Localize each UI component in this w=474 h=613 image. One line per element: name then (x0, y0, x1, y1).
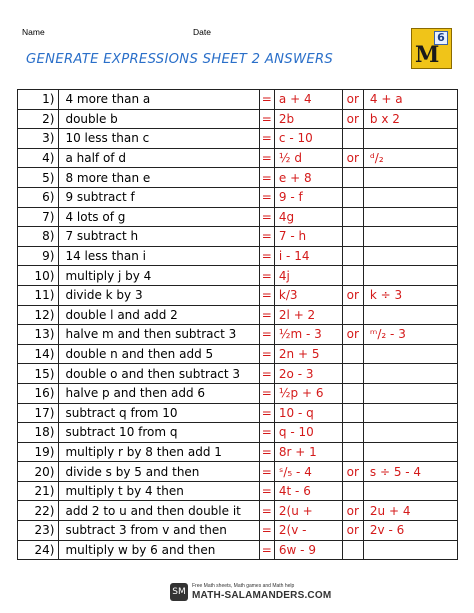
answer-alternative: ᵈ/₂ (363, 148, 457, 168)
question-number: 11) (18, 285, 59, 305)
answer-alternative: k ÷ 3 (363, 285, 457, 305)
answer-alternative (363, 227, 457, 247)
answer-alternative (363, 442, 457, 462)
answer-primary: 2b (274, 109, 342, 129)
answer-primary: ˢ/₅ - 4 (274, 462, 342, 482)
question-number: 9) (18, 246, 59, 266)
question-number: 4) (18, 148, 59, 168)
table-row (18, 187, 458, 207)
answer-primary: ½ d (274, 148, 342, 168)
or-label (342, 305, 363, 325)
table-row (18, 227, 458, 247)
name-label: Name (22, 27, 45, 37)
answer-alternative: s ÷ 5 - 4 (363, 462, 457, 482)
question-number: 19) (18, 442, 59, 462)
question-number: 5) (18, 168, 59, 188)
footer-site: MATH-SALAMANDERS.COM (192, 590, 332, 601)
answer-alternative (363, 344, 457, 364)
equals-sign: = (259, 148, 274, 168)
question-text: multiply j by 4 (59, 266, 259, 286)
table-row (18, 305, 458, 325)
equals-sign: = (259, 246, 274, 266)
answer-primary: 4g (274, 207, 342, 227)
question-number: 14) (18, 344, 59, 364)
answer-primary: i - 14 (274, 246, 342, 266)
answer-alternative (363, 383, 457, 403)
table-row (18, 383, 458, 403)
question-text: subtract q from 10 (59, 403, 259, 423)
answer-primary: 2o - 3 (274, 364, 342, 384)
answer-alternative (363, 187, 457, 207)
answer-primary: c - 10 (274, 129, 342, 149)
table-row (18, 462, 458, 482)
or-label: or (342, 148, 363, 168)
question-text: 4 more than a (59, 90, 259, 110)
question-text: subtract 3 from v and then (59, 521, 259, 541)
answer-alternative (363, 246, 457, 266)
table-row (18, 364, 458, 384)
question-number: 6) (18, 187, 59, 207)
or-label (342, 187, 363, 207)
equals-sign: = (259, 305, 274, 325)
table-row (18, 246, 458, 266)
question-number: 7) (18, 207, 59, 227)
question-number: 21) (18, 481, 59, 501)
answer-alternative (363, 207, 457, 227)
sheet-title: GENERATE EXPRESSIONS SHEET 2 ANSWERS (26, 52, 334, 67)
question-number: 12) (18, 305, 59, 325)
equals-sign: = (259, 109, 274, 129)
table-row (18, 285, 458, 305)
question-number: 1) (18, 90, 59, 110)
answer-alternative (363, 129, 457, 149)
or-label: or (342, 462, 363, 482)
question-text: subtract 10 from q (59, 423, 259, 443)
table-row (18, 501, 458, 521)
or-label: or (342, 325, 363, 345)
question-text: 10 less than c (59, 129, 259, 149)
footer-logo (170, 581, 332, 603)
grade-logo (411, 28, 452, 69)
equals-sign: = (259, 383, 274, 403)
or-label (342, 266, 363, 286)
equals-sign: = (259, 462, 274, 482)
or-label (342, 540, 363, 560)
equals-sign: = (259, 442, 274, 462)
question-number: 3) (18, 129, 59, 149)
equals-sign: = (259, 325, 274, 345)
answer-alternative: 2v - 6 (363, 521, 457, 541)
or-label (342, 423, 363, 443)
equals-sign: = (259, 90, 274, 110)
answer-alternative (363, 266, 457, 286)
question-text: multiply t by 4 then (59, 481, 259, 501)
question-number: 13) (18, 325, 59, 345)
salamander-icon: SM (170, 583, 188, 601)
equals-sign: = (259, 129, 274, 149)
table-row (18, 109, 458, 129)
table-row (18, 266, 458, 286)
or-label (342, 403, 363, 423)
answer-alternative (363, 305, 457, 325)
or-label (342, 383, 363, 403)
answer-primary: 2(u + (274, 501, 342, 521)
answer-primary: 9 - f (274, 187, 342, 207)
date-label: Date (193, 27, 211, 37)
question-text: double b (59, 109, 259, 129)
answer-alternative (363, 364, 457, 384)
answer-alternative (363, 168, 457, 188)
question-text: halve m and then subtract 3 (59, 325, 259, 345)
or-label (342, 129, 363, 149)
question-number: 23) (18, 521, 59, 541)
or-label: or (342, 285, 363, 305)
question-text: double l and add 2 (59, 305, 259, 325)
name-date-line (0, 27, 474, 41)
table-row (18, 521, 458, 541)
question-number: 18) (18, 423, 59, 443)
question-number: 10) (18, 266, 59, 286)
answer-alternative (363, 423, 457, 443)
question-text: double o and then subtract 3 (59, 364, 259, 384)
answer-primary: 8r + 1 (274, 442, 342, 462)
equals-sign: = (259, 187, 274, 207)
answer-alternative (363, 403, 457, 423)
question-text: 7 subtract h (59, 227, 259, 247)
answer-alternative: b x 2 (363, 109, 457, 129)
or-label: or (342, 109, 363, 129)
question-text: multiply w by 6 and then (59, 540, 259, 560)
question-text: 9 subtract f (59, 187, 259, 207)
logo-mark: M (415, 42, 440, 68)
equals-sign: = (259, 266, 274, 286)
answer-primary: 4t - 6 (274, 481, 342, 501)
equals-sign: = (259, 285, 274, 305)
table-row (18, 344, 458, 364)
table-row (18, 325, 458, 345)
answer-primary: k/3 (274, 285, 342, 305)
answer-primary: 2(v - (274, 521, 342, 541)
question-text: halve p and then add 6 (59, 383, 259, 403)
question-number: 16) (18, 383, 59, 403)
equals-sign: = (259, 501, 274, 521)
equals-sign: = (259, 481, 274, 501)
question-text: a half of d (59, 148, 259, 168)
answer-primary: 4j (274, 266, 342, 286)
answer-primary: 2n + 5 (274, 344, 342, 364)
equals-sign: = (259, 207, 274, 227)
question-text: 14 less than i (59, 246, 259, 266)
or-label (342, 246, 363, 266)
question-text: add 2 to u and then double it (59, 501, 259, 521)
answer-alternative: ᵐ/₂ - 3 (363, 325, 457, 345)
question-text: multiply r by 8 then add 1 (59, 442, 259, 462)
answer-primary: 6w - 9 (274, 540, 342, 560)
or-label (342, 481, 363, 501)
answer-primary: ½m - 3 (274, 325, 342, 345)
equals-sign: = (259, 168, 274, 188)
question-text: divide s by 5 and then (59, 462, 259, 482)
answer-primary: 2l + 2 (274, 305, 342, 325)
question-text: 8 more than e (59, 168, 259, 188)
table-row (18, 540, 458, 560)
answer-primary: 7 - h (274, 227, 342, 247)
question-number: 2) (18, 109, 59, 129)
table-row (18, 403, 458, 423)
question-number: 8) (18, 227, 59, 247)
table-row (18, 207, 458, 227)
or-label (342, 207, 363, 227)
answer-primary: q - 10 (274, 423, 342, 443)
equals-sign: = (259, 423, 274, 443)
table-row (18, 481, 458, 501)
answer-alternative: 2u + 4 (363, 501, 457, 521)
question-number: 22) (18, 501, 59, 521)
answer-primary: a + 4 (274, 90, 342, 110)
grade-badge: 6 (434, 31, 448, 45)
table-row (18, 423, 458, 443)
question-text: double n and then add 5 (59, 344, 259, 364)
question-number: 24) (18, 540, 59, 560)
answers-table (17, 89, 458, 560)
answer-primary: e + 8 (274, 168, 342, 188)
or-label (342, 364, 363, 384)
equals-sign: = (259, 521, 274, 541)
question-text: 4 lots of g (59, 207, 259, 227)
answer-primary: 10 - q (274, 403, 342, 423)
or-label: or (342, 521, 363, 541)
equals-sign: = (259, 344, 274, 364)
or-label (342, 168, 363, 188)
footer-tagline: Free Math sheets, Math games and Math help (192, 583, 295, 589)
equals-sign: = (259, 540, 274, 560)
table-row (18, 90, 458, 110)
table-row (18, 129, 458, 149)
or-label (342, 344, 363, 364)
or-label (342, 442, 363, 462)
question-text: divide k by 3 (59, 285, 259, 305)
table-row (18, 168, 458, 188)
table-row (18, 442, 458, 462)
answer-alternative (363, 481, 457, 501)
question-number: 20) (18, 462, 59, 482)
equals-sign: = (259, 227, 274, 247)
table-row (18, 148, 458, 168)
answer-alternative: 4 + a (363, 90, 457, 110)
equals-sign: = (259, 403, 274, 423)
answer-alternative (363, 540, 457, 560)
or-label (342, 227, 363, 247)
question-number: 17) (18, 403, 59, 423)
answer-primary: ½p + 6 (274, 383, 342, 403)
or-label: or (342, 90, 363, 110)
equals-sign: = (259, 364, 274, 384)
or-label: or (342, 501, 363, 521)
question-number: 15) (18, 364, 59, 384)
